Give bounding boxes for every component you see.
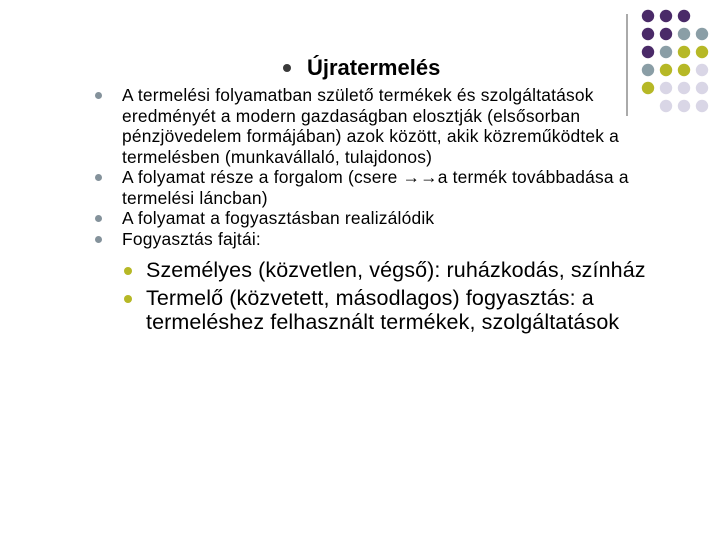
decorative-dot xyxy=(696,46,708,58)
sub-bullet-dot-icon xyxy=(124,295,132,303)
decorative-dot xyxy=(696,82,708,94)
decorative-dot xyxy=(678,64,690,76)
bullet-item xyxy=(92,167,692,208)
decorative-dot xyxy=(642,10,654,22)
bullet-text: A termelési folyamatban születő termékek és szolgáltatások eredményét a modern gazdaságban elosztják (elsősorban pénzjövedelem formájában) azok között, akik közreműködtek a termelésben (munkavállaló, tulajdonos) xyxy=(122,85,620,167)
sub-bullet-list xyxy=(122,258,692,334)
bullet-item xyxy=(92,85,692,167)
bullet-text: A folyamat a fogyasztásban realizálódik xyxy=(122,208,435,228)
bullet-dot-icon xyxy=(95,215,102,222)
decorative-dot xyxy=(660,10,672,22)
decorative-dot xyxy=(696,64,708,76)
decorative-dot xyxy=(642,64,654,76)
decorative-dot xyxy=(678,46,690,58)
decorative-dot xyxy=(642,28,654,40)
decorative-dot xyxy=(696,100,708,112)
decorative-dot xyxy=(678,10,690,22)
bullet-dot-icon xyxy=(95,92,102,99)
sub-bullet-item xyxy=(122,286,692,334)
bullet-dot-icon xyxy=(95,174,102,181)
bullet-text: A folyamat része a forgalom (csere →→a termék továbbadása a termelési láncban) xyxy=(122,167,629,208)
title-row xyxy=(283,52,440,84)
bullet-dot-icon xyxy=(95,236,102,243)
decorative-dot xyxy=(678,28,690,40)
decorative-dot xyxy=(642,46,654,58)
decorative-dot xyxy=(696,28,708,40)
bullet-text: Fogyasztás fajtái: xyxy=(122,228,261,249)
decorative-dot xyxy=(660,46,672,58)
sub-bullet-dot-icon xyxy=(124,267,132,275)
bullet-list xyxy=(92,85,692,338)
bullet-item xyxy=(92,229,692,250)
decorative-dot xyxy=(660,64,672,76)
slide-title: Újratermelés xyxy=(307,55,441,80)
decorative-dot xyxy=(660,28,672,40)
bullet-item xyxy=(92,208,692,229)
sub-bullet-item xyxy=(122,258,692,282)
title-bullet-icon xyxy=(283,64,291,72)
sub-bullet-text: Személyes (közvetlen, végső): ruházkodás, színház xyxy=(146,258,646,282)
sub-bullet-text: Termelő (közvetett, másodlagos) fogyasztás: a termeléshez felhasznált termékek, szolgáltatások xyxy=(146,286,620,334)
